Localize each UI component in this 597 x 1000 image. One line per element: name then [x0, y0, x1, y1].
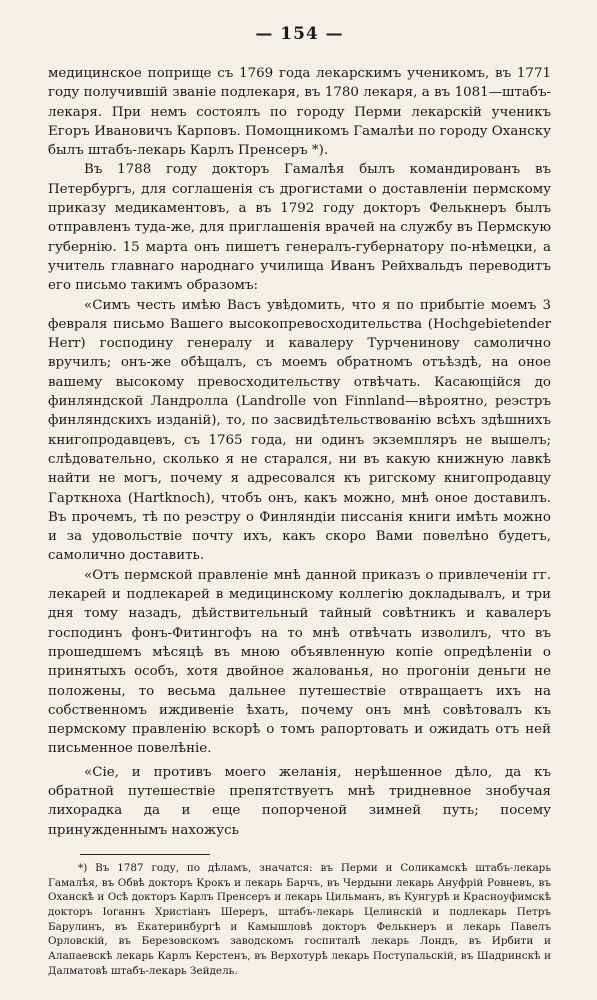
paragraph-5: «Сiе, и противъ моего желанiя, нерѣшенное дѣло, да къ обратной путешествiе препятствуетъ мнѣ тридневное знобучая лихорадка да и еще попорченой зимней путь; посему принужденнымъ нахожусь — [48, 764, 551, 838]
paragraph-2: Въ 1788 году докторъ Гамалѣя былъ командированъ въ Петербургъ, для соглашенiя съ дрогистами о доставленiи пермскому приказу медикаментовъ, а въ 1792 году докторъ Фелькнеръ былъ отправленъ туда-же, для приглашенiя врачей на службу въ Пермскую губернiю. 15 марта онъ пишетъ генералъ-губернатору по-нѣмецки, а учитель главнаго народнаго училища Иванъ Рейхвальдъ переводитъ его письмо такимъ образомъ: — [48, 162, 552, 294]
body-text — [48, 64, 551, 840]
paragraph-3: «Симъ честь имѣю Васъ увѣдомить, что я по прибытiе моемъ 3 февраля письмо Вашего высокопревосходительства (Hochgebietender Herr) господину генералу и кавалеру Турченинову самолично вручилъ; онъ-же обѣщалъ, съ моемъ обратномъ отъѣздѣ, на оное вашему высокому превосходительству отвѣчать. Касающiйся до финляндской Ландролла (Landrolle von Finnland—вѣроятно, реэстръ финляндскихъ изданiй), то, по засвидѣтельствованiю всѣхъ здѣшнихъ книгопродавцевъ, съ 1765 года, ни одинъ экземпляръ не вышелъ; слѣдовательно, сколько я не старался, ни въ какую книжную лавкѣ найти не могъ, почему я адресовался къ ригскому книгопродавцу Гарткноха (Hartknoch), чтобъ онъ, какъ можно, мнѣ оное доставилъ. Въ прочемъ, тѣ по реэстру о Финляндiи писсанiя книги имѣть можно и за удовольствiе почту ихъ, какъ скоро Вами повелѣно будетъ, самолично доставить. — [48, 297, 551, 564]
footnote-divider — [80, 854, 210, 855]
footnote: *) Въ 1787 году, по дѣламъ, значатся: въ Перми и Соликамскѣ штабъ-лекарь Гамалѣя, въ Обвѣ докторъ Крокъ и лекарь Барчъ, въ Чердыни лекарь Ануфрiй Ровневъ, въ Оханскѣ и Осѣ докторъ Карлъ Пренсеръ и лекарь Цильманъ, въ Кунгурѣ и Красноуфимскѣ докторъ Iоганнъ Христiанъ Шереръ, штабъ-лекарь Целинскiй и подлекарь Петръ Барулинъ, въ Екатеринбургѣ и Камышловѣ докторъ Фелькнеръ и лекарь Павелъ Орловскiй, въ Березовскомъ заводскомъ госпиталѣ лекарь Лондъ, въ Ирбити и Алапаевскѣ лекарь Карлъ Керстенъ, въ Верхотурѣ лекарь Поступальскiй, въ Шадринскѣ и Далматовѣ штабъ-лекарь Зейдель. — [48, 861, 551, 977]
page-number: — 154 — — [255, 24, 344, 44]
paragraph-4: «Отъ пермской правленiе мнѣ данной приказъ о привлеченiи гг. лекарей и подлекарей в медицинскому коллегiю докладывалъ, и три дня тому назадъ, дѣйствительный тайный совѣтникъ и кавалеръ господинъ фонъ-Фитингофъ на то мнѣ отвѣчать изволилъ, что въ прошедшемъ мѣсяцѣ въ мною объявленную копiе опредѣленiи о принятыхъ особъ, хотя двойное жалованья, но прогонiи деньги не положены, то весьма дальнее путешествiе отвращаетъ ихъ на собственномъ иждивенiе ѣхать, почему онъ мнѣ совѣтовалъ къ пермскому правленiю вскорѣ о томъ рапортовать и ожидать отъ ней письменное повелѣнiе. — [48, 567, 551, 757]
paragraph-1: медицинское поприще съ 1769 года лекарскимъ ученикомъ, въ 1771 году получившiй званiе подлекаря, въ 1780 лекаря, а въ 1081—штабъ-лекаря. При немъ состоялъ по городу Перми лекарскiй ученикъ Егоръ Ивановичъ Карповъ. Помощникомъ Гамалѣи по городу Оханску былъ штабъ-лекарь Карлъ Пренсеръ *). — [48, 66, 551, 159]
